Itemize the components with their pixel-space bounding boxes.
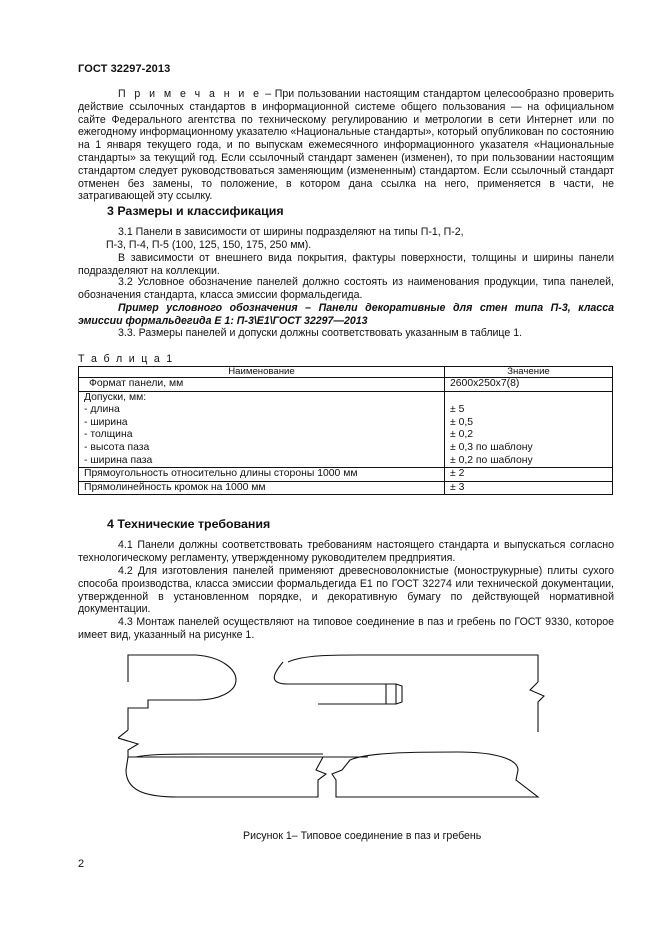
right-panel-top-edge [530,682,544,732]
paragraph-3-3: 3.3. Размеры панелей и допуски должны соответствовать указанным в таблице 1. [118,327,523,339]
figure-caption: Рисунок 1– Типовое соединение в паз и гребень [243,830,482,842]
section-3-title: 3 Размеры и классификация [107,204,284,218]
note-text: – При пользовании настоящим стандартом целесообразно проверить действие ссылочных стандартов в информационной системе общего пользования — на официальном сайте Федерального агентства по техническому регулированию и метрологии в сети Интернет или по ежегодному информационному указателю «Национальные стандарты», который опубликован по состоянию на 1 января текущего года, и по выпускам ежемесячного информационного указателя «Национальные стандарты» за текущий год. Если ссылочный стандарт заменен (изменен), то при пользовании настоящим стандартом следует руководствоваться заменяющим (измененным) стандартом. Если ссылочный стандарт отменен без замены, то положение, в котором дана ссылка на него, применяется в части, не затрагивающей эту ссылку. [78,88,614,203]
cell-name: Формат панели, мм [79,378,445,392]
table-caption: Т а б л и ц а 1 [78,353,174,365]
paragraph-3-1a: 3.1 Панели в зависимости от ширины подразделяют на типы П-1, П-2, [118,226,464,238]
tolerance-value: ± 0,2 [450,429,474,441]
paragraph-3-1b: П-3, П-4, П-5 (100, 125, 150, 175, 250 мм). [106,239,312,251]
tongue-insert [386,684,402,704]
paragraph-3-1c: В зависимости от внешнего вида покрытия, фактуры поверхности, толщины и ширины панели подразделяют на коллекции. [78,252,614,277]
cell-value: ± 2 [445,468,613,482]
tolerance-value: ± 0,5 [450,416,474,428]
right-panel-top [288,655,538,682]
section-4-title: 4 Технические требования [107,517,271,531]
tolerance-name: - высота паза [84,441,150,453]
standard-header: ГОСТ 32297-2013 [78,63,171,75]
tolerance-name: - ширина [84,416,128,428]
left-panel-top [128,655,236,730]
cell-name: Прямоугольность относительно длины стороны 1000 мм [79,468,445,482]
tolerance-name: - длина [84,404,120,416]
table-row [79,468,613,482]
column-header-name: Наименование [79,367,445,378]
left-panel-top-cut [118,730,368,757]
tolerance-value: ± 0,2 по шаблону [450,454,533,466]
table-1 [78,366,613,495]
paragraph-3-2: 3.2 Условное обозначение панелей должно состоять из наименования продукции, типа панелей, обозначения стандарта, класса эмиссии формальдегида. [78,276,614,301]
table-header-row [79,367,613,378]
cell-value-group [445,391,613,468]
table-row-tolerances [79,391,613,468]
paragraph-4-2: 4.2 Для изготовления панелей применяют древесноволокнистые (монострукурные) плиты сухого способа производства, класса эмиссии формальдегида Е1 по ГОСТ 32274 или технической документации, утвержденной в установленном порядке, и декоративную бумагу по действующей нормативной документации. [78,565,614,616]
tolerance-value: ± 5 [450,404,465,416]
tolerance-group-value [450,392,607,405]
cell-value: 2600х250х7(8) [445,378,613,392]
paragraph-4-3: 4.3 Монтаж панелей осуществляют на типовое соединение в паз и гребень по ГОСТ 9330, которое имеет вид, указанный на рисунке 1. [78,616,614,641]
table-row [79,481,613,495]
tolerance-name: - ширина паза [84,454,153,466]
column-header-value: Значение [445,367,613,378]
tolerance-group-label: Допуски, мм: [84,391,147,403]
tolerance-name: - толщина [84,429,133,441]
cell-value: ± 3 [445,481,613,495]
cell-name-group [79,391,445,468]
right-panel-top-lower [274,662,396,704]
note-paragraph [78,88,614,203]
left-panel-bottom [126,757,326,797]
tolerance-value: ± 0,3 по шаблону [450,441,533,453]
tongue-groove-figure [118,652,548,827]
page-number: 2 [78,858,85,870]
cell-name: Прямолинейность кромок на 1000 мм [79,481,445,495]
note-label: П р и м е ч а н и е [118,88,262,100]
paragraph-4-1: 4.1 Панели должны соответствовать требованиям настоящего стандарта и выпускаться согласно технологическому регламенту, утвержденному руководителем предприятия. [78,539,614,564]
right-panel-bottom [332,752,538,797]
designation-example: Пример условного обозначения – Панели декоративные для стен типа П-3, класса эмиссии формальдегида Е 1: П-3\Е1\ГОСТ 32297—2013 [78,302,614,327]
table-row [79,378,613,392]
